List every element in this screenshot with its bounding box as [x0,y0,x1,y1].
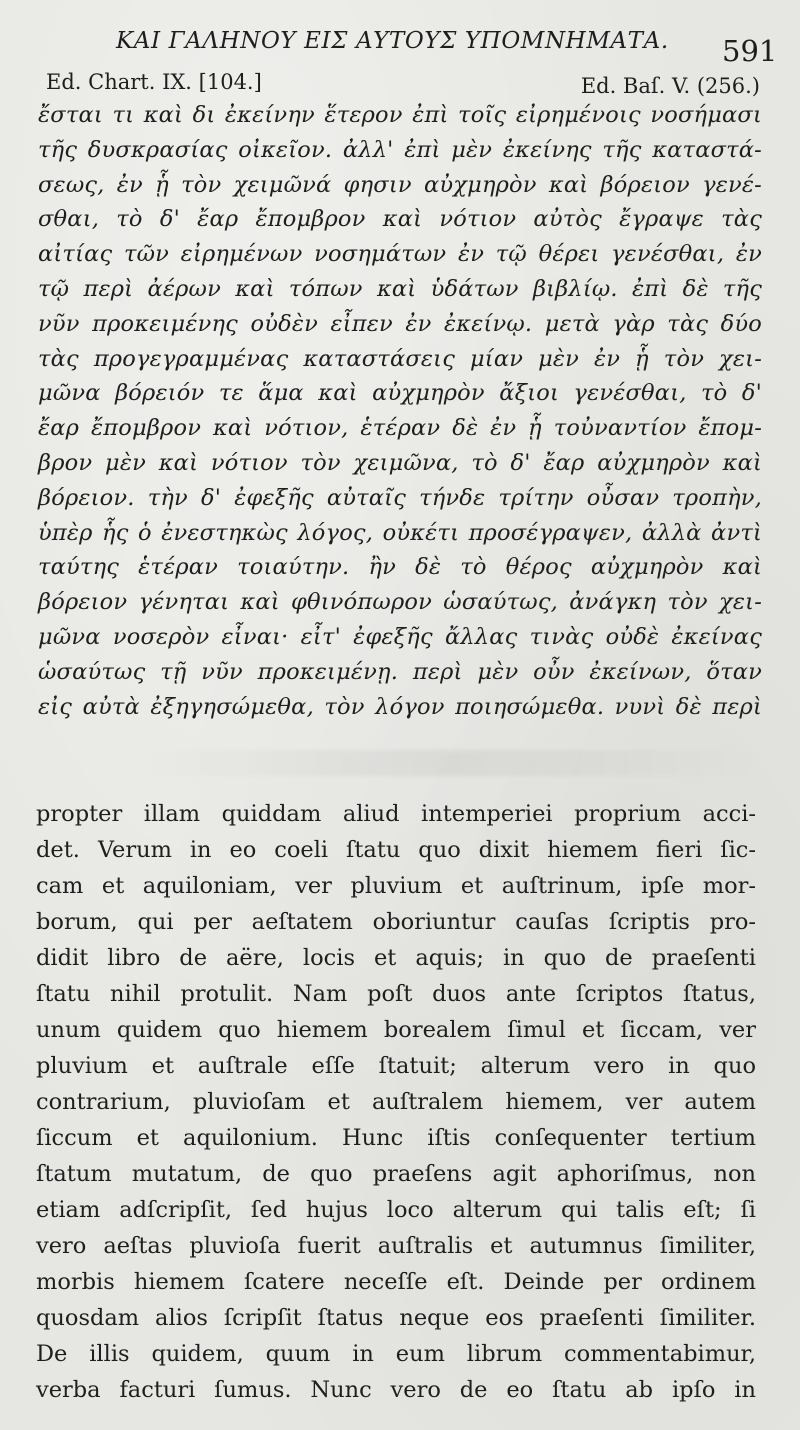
latin-line: det. Verum in eo coeli ſtatu quo dixit hiemem fieri ſic- [36,837,756,863]
latin-line: cam et aquiloniam, ver pluvium et auſtrinum, ipſe mor- [36,873,756,899]
latin-line: De illis quidem, quum in eum librum commentabimur, [36,1341,756,1367]
greek-line: τῷ περὶ ἀέρων καὶ τόπων καὶ ὑδάτων βιβλίῳ. ἐπὶ δὲ τῆς [38,275,762,302]
latin-line: ſtatu nihil protulit. Nam poſt duos ante ſcriptos ſtatus, [36,981,756,1007]
latin-line: ſtatum mutatum, de quo praeſens agit aphoriſmus, non [36,1161,756,1187]
latin-line: verba facturi ſumus. Nunc vero de eo ſtatu ab ipſo in [36,1377,756,1403]
show-through-shadow [140,750,760,776]
greek-line: ταύτης ἑτέραν τοιαύτην. ἢν δὲ τὸ θέρος αὐχμηρὸν καὶ [38,554,762,581]
greek-line: ἔσται τι καὶ δι ἐκείνην ἕτερον ἐπὶ τοῖς εἰρημένοις νοσήμασι [38,102,762,128]
greek-line: αἰτίας τῶν εἰρημένων νοσημάτων ἐν τῷ θέρει γενέσθαι, ἐν [38,241,762,268]
greek-line: ὡσαύτως τῇ νῦν προκειμένῃ. περὶ μὲν οὖν ἐκείνων, ὅταν [38,658,762,685]
greek-line: μῶνα βόρειόν τε ἅμα καὶ αὐχμηρὸν ἄξιοι γενέσθαι, τὸ δ' [38,380,762,407]
latin-line: contrarium, pluvioſam et auſtralem hiemem, ver autem [36,1089,756,1115]
latin-line: quosdam alios ſcripſit ſtatus neque eos praeſenti ſimiliter. [36,1305,756,1331]
greek-line: βρον μὲν καὶ νότιον τὸν χειμῶνα, τὸ δ' ἔαρ αὐχμηρὸν καὶ [38,449,762,476]
edition-reference-left: Ed. Chart. IX. [104.] [46,70,262,94]
latin-line: etiam adſcripſit, ſed hujus loco alterum qui talis eſt; ſi [36,1197,756,1223]
greek-line: νῦν προκειμένης οὐδὲν εἶπεν ἐν ἐκείνῳ. μετὰ γὰρ τὰς δύο [38,310,762,337]
greek-line: βόρειον γένηται καὶ φθινόπωρον ὡσαύτως, ἀνάγκη τὸν χει- [38,589,762,616]
greek-line: σεως, ἐν ᾗ τὸν χειμῶνά φησιν αὐχμηρὸν καὶ βόρειον γενέ- [38,171,762,198]
latin-line: unum quidem quo hiemem borealem ſimul et ſiccam, ver [36,1017,756,1043]
greek-line: μῶνα νοσερὸν εἶναι· εἶτ' ἐφεξῆς ἄλλας τινὰς οὐδὲ ἐκείνας [38,623,762,650]
greek-line: βόρειον. τὴν δ' ἐφεξῆς αὐταῖς τήνδε τρίτην οὖσαν τροπὴν, [38,484,762,511]
greek-line: ἔαρ ἔπομβρον καὶ νότιον, ἑτέραν δὲ ἐν ᾗ τοὐναντίον ἔπομ- [38,415,762,442]
greek-text-block [38,98,762,724]
latin-line: borum, qui per aeſtatem oboriuntur cauſas ſcriptis pro- [36,909,756,935]
greek-line: τὰς προγεγραμμένας καταστάσεις μίαν μὲν ἐν ᾗ τὸν χει- [38,345,762,372]
latin-line: morbis hiemem ſcatere neceſſe eſt. Deinde per ordinem [36,1269,756,1295]
greek-line: ὑπὲρ ἧς ὁ ἐνεστηκὼς λόγος, οὐκέτι προσέγραψεν, ἀλλὰ ἀντὶ [38,519,762,546]
greek-line: σθαι, τὸ δ' ἔαρ ἔπομβρον καὶ νότιον αὐτὸς ἔγραψε τὰς [38,206,762,233]
latin-line: pluvium et auſtrale eſſe ſtatuit; alterum vero in quo [36,1053,756,1079]
page-number: 591 [722,34,778,68]
latin-text-block [36,796,756,1408]
edition-reference-right: Ed. Baſ. V. (256.) [580,74,760,98]
greek-line: εἰς αὐτὰ ἐξηγησώμεθα, τὸν λόγον ποιησώμεθα. νυνὶ δὲ περὶ [38,693,762,720]
running-title: ΚΑΙ ΓΑΛΗΝΟΥ ΕΙΣ ΑΥΤΟΥΣ ΥΠΟΜΝΗΜΑΤΑ. [116,28,669,54]
latin-line: vero aeſtas pluvioſa fuerit auſtralis et autumnus ſimiliter, [36,1233,756,1259]
latin-line: ſiccum et aquilonium. Hunc iſtis conſequenter tertium [36,1125,756,1151]
latin-line: didit libro de aëre, locis et aquis; in quo de praeſenti [36,945,756,971]
latin-line: propter illam quiddam aliud intemperiei proprium acci- [36,801,756,827]
greek-line: τῆς δυσκρασίας οἰκεῖον. ἀλλ' ἐπὶ μὲν ἐκείνης τῆς καταστά- [38,136,762,163]
